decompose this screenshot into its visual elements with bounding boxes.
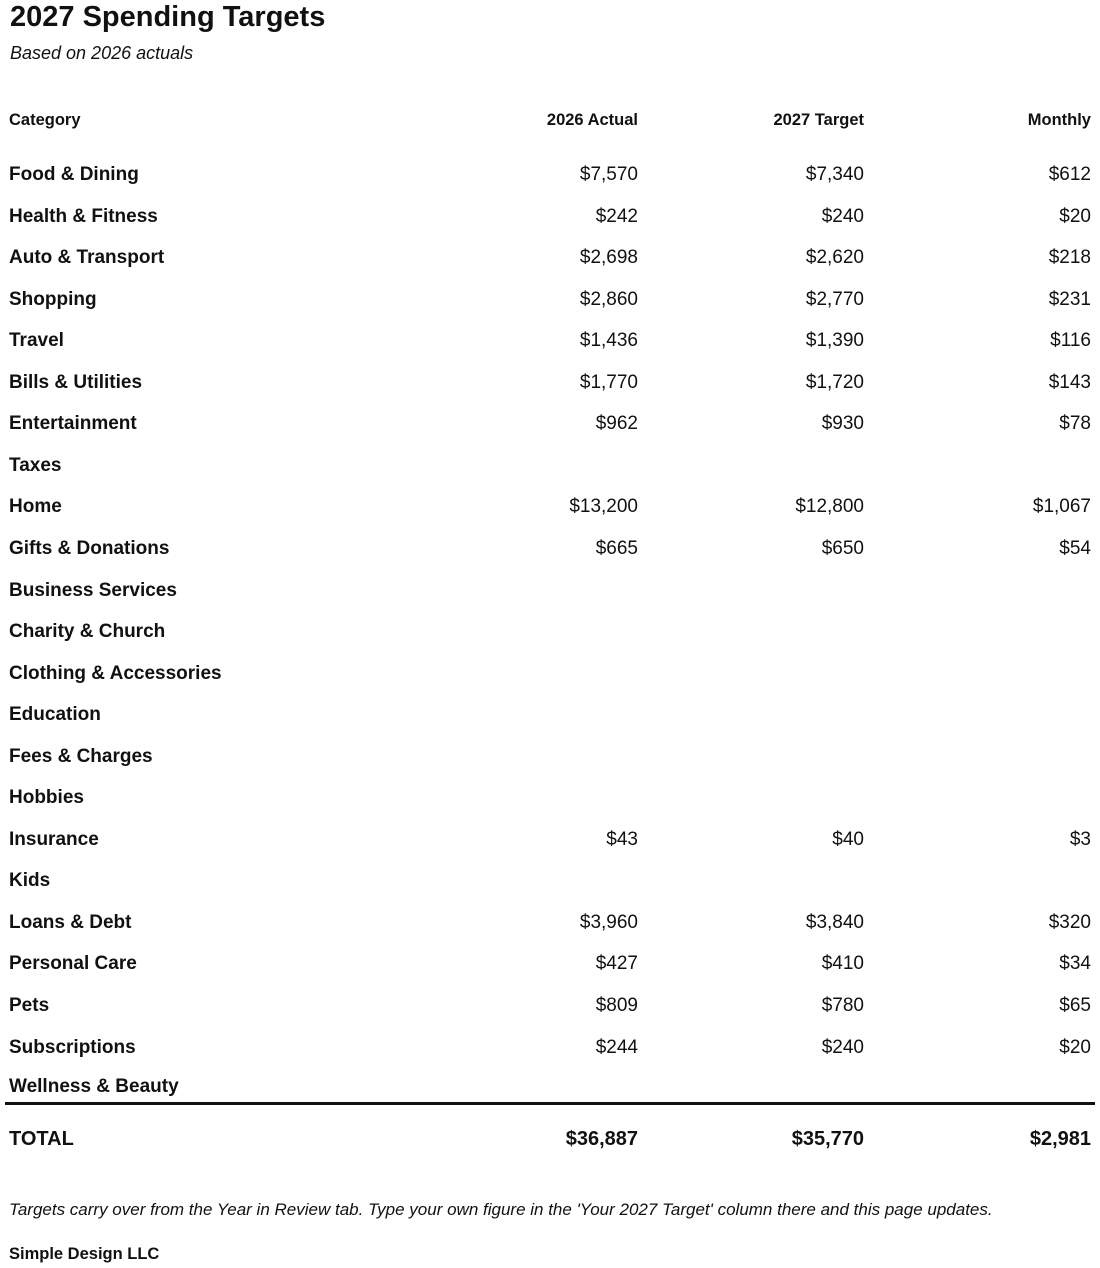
table-row bbox=[0, 576, 1100, 606]
row-2027-target: $40 bbox=[832, 829, 864, 850]
row-category: Home bbox=[9, 496, 62, 517]
row-2027-target: $240 bbox=[821, 1037, 864, 1058]
table-row bbox=[0, 908, 1100, 938]
row-2026-actual: $427 bbox=[595, 953, 638, 974]
row-category: Pets bbox=[9, 995, 50, 1016]
total-2027-target: $35,770 bbox=[791, 1128, 864, 1150]
table-row bbox=[0, 492, 1100, 522]
row-category: Hobbies bbox=[9, 787, 84, 808]
table-row bbox=[0, 1033, 1100, 1063]
table-row bbox=[0, 949, 1100, 979]
total-2026-actual: $36,887 bbox=[565, 1128, 638, 1150]
row-category: Fees & Charges bbox=[9, 746, 153, 767]
row-category: Health & Fitness bbox=[9, 206, 158, 227]
row-category: Charity & Church bbox=[9, 621, 166, 642]
row-monthly: $1,067 bbox=[1032, 496, 1091, 517]
row-2026-actual: $665 bbox=[595, 538, 638, 559]
row-category: Education bbox=[9, 704, 101, 725]
table-row bbox=[0, 825, 1100, 855]
row-category: Gifts & Donations bbox=[9, 538, 170, 559]
row-2026-actual: $43 bbox=[606, 829, 638, 850]
header-category: Category bbox=[9, 111, 81, 129]
company-name: Simple Design LLC bbox=[9, 1245, 160, 1263]
table-row bbox=[0, 991, 1100, 1021]
row-2027-target: $240 bbox=[821, 206, 864, 227]
row-2027-target: $410 bbox=[821, 953, 864, 974]
table-row bbox=[0, 285, 1100, 315]
table-row bbox=[0, 1072, 1100, 1102]
row-category: Auto & Transport bbox=[9, 247, 165, 268]
row-monthly: $34 bbox=[1059, 953, 1091, 974]
row-category: Subscriptions bbox=[9, 1037, 136, 1058]
row-category: Travel bbox=[9, 330, 64, 351]
row-category: Bills & Utilities bbox=[9, 372, 143, 393]
row-category: Loans & Debt bbox=[9, 912, 132, 933]
table-row bbox=[0, 160, 1100, 190]
row-2027-target: $7,340 bbox=[805, 164, 864, 185]
row-monthly: $320 bbox=[1048, 912, 1091, 933]
table-row bbox=[0, 866, 1100, 896]
total-divider bbox=[5, 1102, 1095, 1105]
row-2026-actual: $2,698 bbox=[579, 247, 638, 268]
header-2027-target: 2027 Target bbox=[773, 111, 864, 129]
row-monthly: $116 bbox=[1050, 330, 1091, 351]
row-category: Shopping bbox=[9, 289, 97, 310]
row-monthly: $20 bbox=[1059, 1037, 1091, 1058]
row-2027-target: $3,840 bbox=[805, 912, 864, 933]
row-2026-actual: $809 bbox=[595, 995, 638, 1016]
footnote: Targets carry over from the Year in Review tab. Type your own figure in the 'Your 2027 Target' column there and this page updates. bbox=[9, 1200, 993, 1219]
row-monthly: $54 bbox=[1059, 538, 1091, 559]
row-2026-actual: $13,200 bbox=[569, 496, 638, 517]
row-category: Business Services bbox=[9, 580, 177, 601]
row-monthly: $65 bbox=[1059, 995, 1091, 1016]
row-2027-target: $780 bbox=[821, 995, 864, 1016]
row-2026-actual: $2,860 bbox=[579, 289, 638, 310]
table-row bbox=[0, 700, 1100, 730]
row-category: Personal Care bbox=[9, 953, 137, 974]
table-header bbox=[0, 111, 1100, 135]
row-2026-actual: $962 bbox=[595, 413, 638, 434]
table-row bbox=[0, 409, 1100, 439]
row-monthly: $231 bbox=[1048, 289, 1091, 310]
table-row bbox=[0, 326, 1100, 356]
row-monthly: $3 bbox=[1069, 829, 1091, 850]
row-category: Kids bbox=[9, 870, 51, 891]
page-title: 2027 Spending Targets bbox=[10, 1, 326, 33]
row-2026-actual: $1,436 bbox=[579, 330, 638, 351]
table-row bbox=[0, 783, 1100, 813]
table-row bbox=[0, 617, 1100, 647]
row-category: Insurance bbox=[9, 829, 99, 850]
table-row bbox=[0, 659, 1100, 689]
row-monthly: $20 bbox=[1059, 206, 1091, 227]
row-monthly: $78 bbox=[1059, 413, 1091, 434]
table-row bbox=[0, 202, 1100, 232]
row-monthly: $218 bbox=[1048, 247, 1091, 268]
row-category: Taxes bbox=[9, 455, 62, 476]
table-row bbox=[0, 534, 1100, 564]
table-row bbox=[0, 451, 1100, 481]
table-row bbox=[0, 368, 1100, 398]
total-row bbox=[0, 1124, 1100, 1154]
row-monthly: $612 bbox=[1048, 164, 1091, 185]
row-2026-actual: $242 bbox=[595, 206, 638, 227]
row-2027-target: $12,800 bbox=[795, 496, 864, 517]
header-monthly: Monthly bbox=[1027, 111, 1091, 129]
row-2027-target: $930 bbox=[821, 413, 864, 434]
row-2027-target: $1,390 bbox=[805, 330, 864, 351]
table-row bbox=[0, 742, 1100, 772]
total-monthly: $2,981 bbox=[1029, 1128, 1091, 1150]
row-monthly: $143 bbox=[1048, 372, 1091, 393]
table-row bbox=[0, 243, 1100, 273]
header-2026-actual: 2026 Actual bbox=[546, 111, 638, 129]
row-2027-target: $2,770 bbox=[805, 289, 864, 310]
row-category: Wellness & Beauty bbox=[9, 1076, 179, 1097]
total-label: TOTAL bbox=[9, 1128, 74, 1150]
row-2027-target: $2,620 bbox=[805, 247, 864, 268]
row-2027-target: $1,720 bbox=[805, 372, 864, 393]
row-2026-actual: $244 bbox=[595, 1037, 638, 1058]
row-2027-target: $650 bbox=[821, 538, 864, 559]
row-2026-actual: $1,770 bbox=[579, 372, 638, 393]
row-category: Clothing & Accessories bbox=[9, 663, 222, 684]
page-subtitle: Based on 2026 actuals bbox=[10, 43, 194, 63]
row-category: Entertainment bbox=[9, 413, 137, 434]
row-category: Food & Dining bbox=[9, 164, 139, 185]
row-2026-actual: $7,570 bbox=[579, 164, 638, 185]
row-2026-actual: $3,960 bbox=[579, 912, 638, 933]
